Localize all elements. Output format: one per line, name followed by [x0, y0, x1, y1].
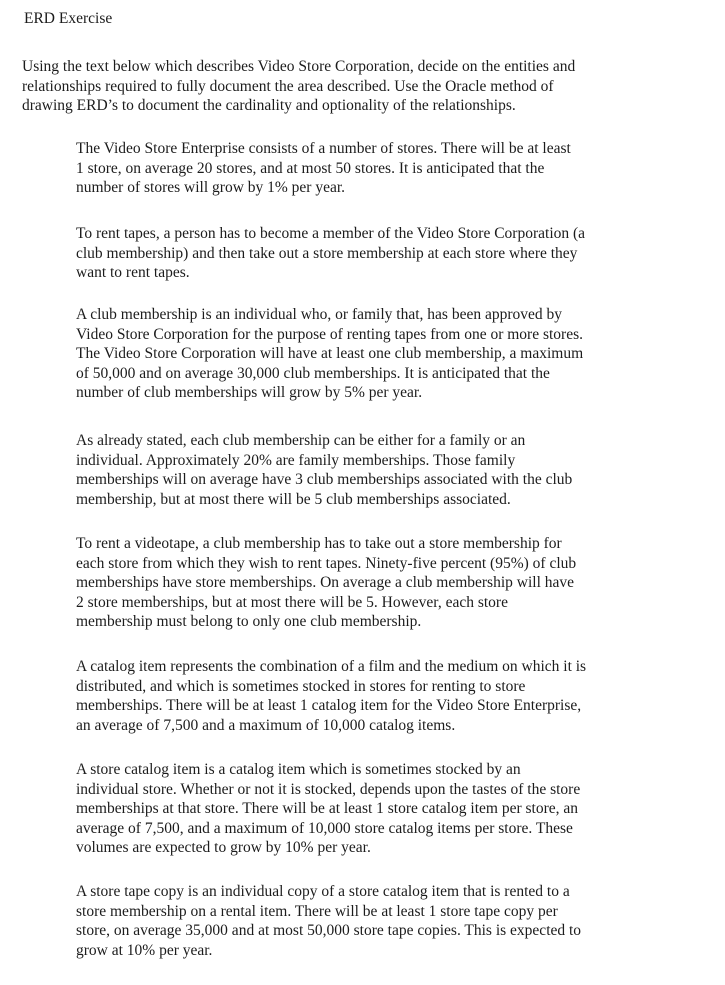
text-line: store, on average 35,000 and at most 50,000 store tape copies. This is expected to	[76, 922, 582, 939]
text-line: individual. Approximately 20% are family memberships. Those family	[76, 451, 516, 469]
text-line: memberships have store memberships. On average a club membership will have	[76, 574, 575, 591]
text-line: A club membership is an individual who, or family that, has been approved by	[76, 306, 562, 323]
text-line: Using the text below which describes Video Store Corporation, decide on the entities and	[22, 58, 576, 75]
text-line: average of 7,500, and a maximum of 10,000 store catalog items per store. These	[76, 819, 573, 837]
text-line: volumes are expected to grow by 10% per year.	[76, 839, 371, 856]
text-line: memberships. There will be at least 1 catalog item for the Video Store Enterprise,	[76, 697, 582, 714]
paragraph-store-tape-copy	[76, 882, 686, 960]
text-line: club membership) and then take out a store membership at each store where they	[76, 244, 578, 262]
text-line: drawing ERD’s to document the cardinality and optionality of the relationships.	[22, 97, 516, 114]
text-line: each store from which they wish to rent tapes. Ninety-five percent (95%) of club	[76, 554, 577, 572]
paragraph-renting-membership	[76, 224, 686, 283]
text-line: relationships required to fully document the area described. Use the Oracle method of	[22, 77, 554, 95]
text-line: 1 store, on average 20 stores, and at most 50 stores. It is anticipated that the	[76, 159, 545, 177]
paragraph-store-membership	[76, 534, 686, 632]
text-line: A store tape copy is an individual copy of a store catalog item that is rented to a	[76, 883, 570, 900]
text-line: To rent a videotape, a club membership has to take out a store membership for	[76, 535, 562, 552]
text-line: A store catalog item is a catalog item which is sometimes stocked by an	[76, 761, 521, 778]
text-line: want to rent tapes.	[76, 264, 190, 281]
text-line: Video Store Corporation for the purpose of renting tapes from one or more stores.	[76, 325, 583, 343]
text-line: an average of 7,500 and a maximum of 10,000 catalog items.	[76, 716, 456, 734]
text-line: number of club memberships will grow by 5% per year.	[76, 384, 423, 401]
text-line: membership, but at most there will be 5 club memberships associated.	[76, 490, 511, 508]
text-line: individual store. Whether or not it is stocked, depends upon the tastes of the store	[76, 780, 581, 798]
text-line: distributed, and which is sometimes stocked in stores for renting to store	[76, 677, 526, 695]
text-line: As already stated, each club membership can be either for a family or an	[76, 432, 526, 449]
text-line: store membership on a rental item. There will be at least 1 store tape copy per	[76, 902, 558, 920]
paragraph-family-memberships	[76, 431, 686, 509]
text-line: grow at 10% per year.	[76, 941, 213, 959]
text-line: memberships will on average have 3 club memberships associated with the club	[76, 471, 573, 488]
text-line: of 50,000 and on average 30,000 club memberships. It is anticipated that the	[76, 364, 550, 382]
text-line: A catalog item represents the combination of a film and the medium on which it is	[76, 658, 587, 675]
text-line: membership must belong to only one club membership.	[76, 613, 422, 630]
text-line: number of stores will grow by 1% per year.	[76, 179, 346, 196]
text-line: To rent tapes, a person has to become a member of the Video Store Corporation (a	[76, 225, 586, 242]
document-title: ERD Exercise	[24, 10, 113, 27]
paragraph-store-catalog-item	[76, 760, 686, 858]
text-line: The Video Store Corporation will have at least one club membership, a maximum	[76, 345, 584, 362]
intro-paragraph	[22, 57, 682, 116]
paragraph-club-membership	[76, 305, 686, 403]
paragraph-catalog-item	[76, 657, 686, 735]
paragraph-stores	[76, 139, 686, 198]
text-line: The Video Store Enterprise consists of a number of stores. There will be at least	[76, 140, 571, 157]
text-line: memberships at that store. There will be at least 1 store catalog item per store, an	[76, 800, 579, 817]
text-line: 2 store memberships, but at most there will be 5. However, each store	[76, 593, 508, 611]
